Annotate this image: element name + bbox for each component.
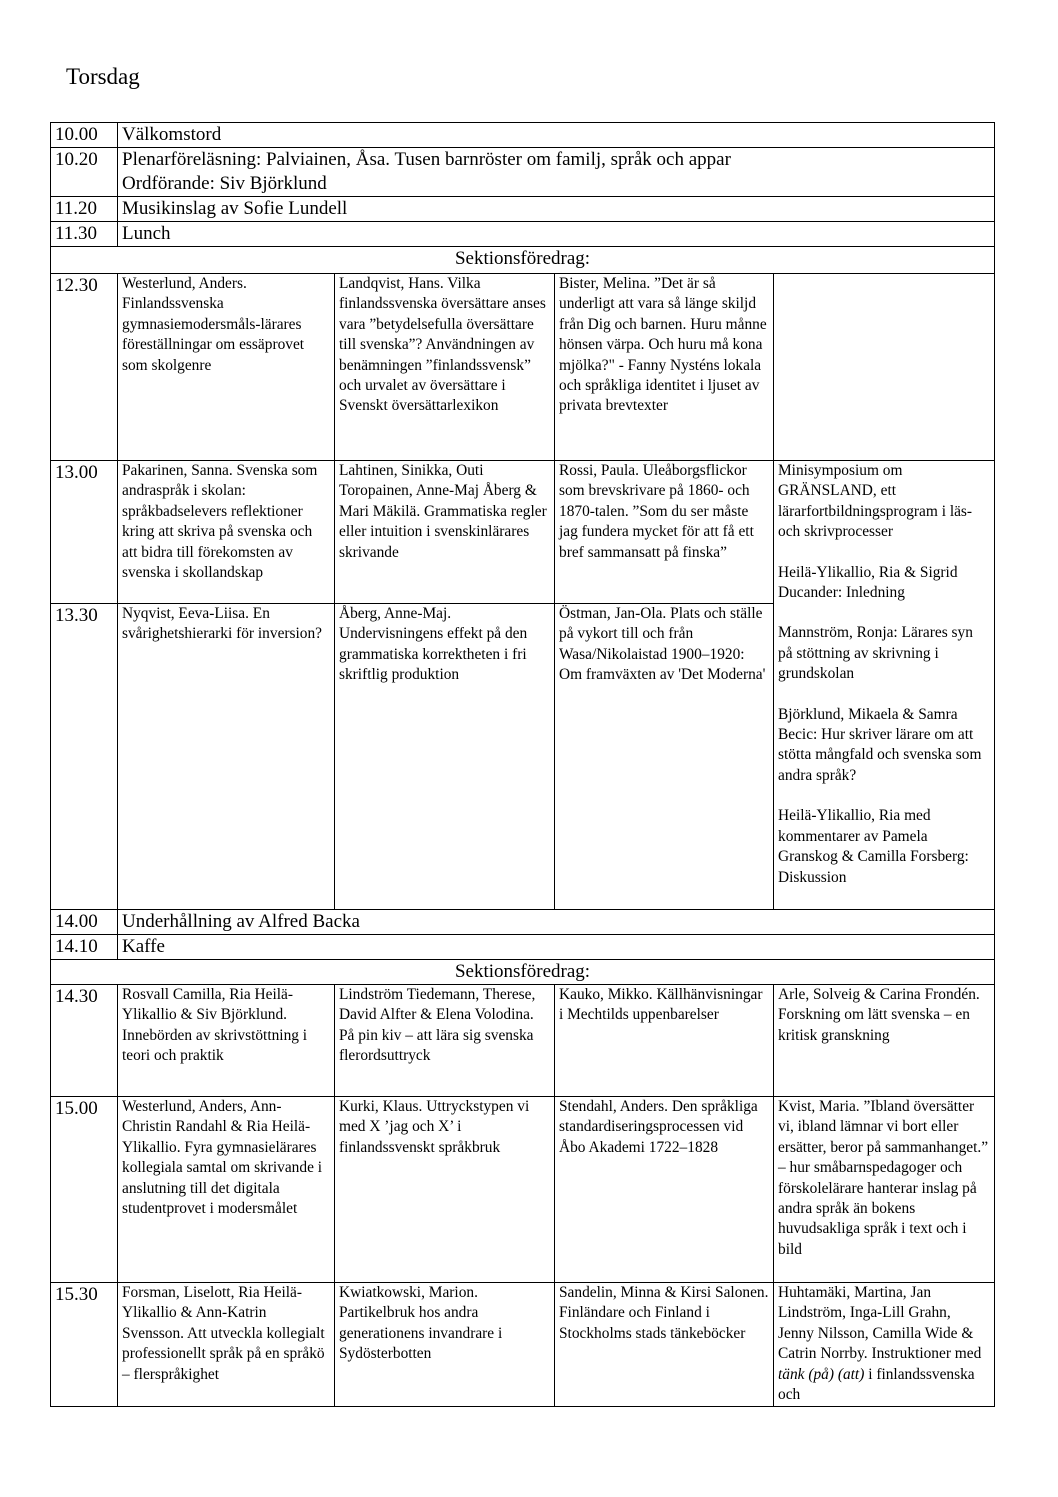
table-row	[51, 935, 995, 960]
mini-title: Minisymposium om GRÄNSLAND, ett lärarfortbildningsprogram i läs- och skrivprocesser	[778, 462, 973, 541]
talk-text: i finlandssvenska och	[778, 1365, 975, 1404]
time-cell: 11.30	[51, 222, 118, 247]
talk-cell: Östman, Jan-Ola. Plats och ställe på vykort till och från Wasa/Nikolaistad 1900–1920: Om framväxten av 'Det Moderna'	[555, 604, 774, 910]
session-title: Lunch	[118, 222, 995, 247]
talk-text-italic: tänk (på) (att)	[778, 1365, 865, 1383]
table-row	[51, 985, 995, 1097]
chair-line: Ordförande: Siv Björklund	[122, 173, 327, 194]
mini-item: Björklund, Mikaela & Samra Becic: Hur skriver lärare om att stötta mångfald och svenska som andra språk?	[778, 705, 982, 784]
session-title: Underhållning av Alfred Backa	[118, 910, 995, 935]
schedule-table	[50, 122, 995, 1407]
time-cell: 10.20	[51, 148, 118, 197]
time-cell: 14.10	[51, 935, 118, 960]
time-cell: 10.00	[51, 123, 118, 148]
plenary-title: Plenarföreläsning: Palviainen, Åsa. Tusen barnröster om familj, språk och appar	[122, 149, 731, 170]
mini-item: Mannström, Ronja: Lärares syn på stöttning av skrivning i grundskolan	[778, 624, 973, 683]
time-cell: 15.30	[51, 1283, 118, 1407]
time-cell: 13.00	[51, 461, 118, 604]
mini-item: Heilä-Ylikallio, Ria med kommentarer av Pamela Granskog & Camilla Forsberg: Diskussion	[778, 807, 969, 886]
talk-cell: Kvist, Maria. ”Ibland översätter vi, ibland lämnar vi bort eller ersätter, beror på sammanhanget.” – hur småbarnspedagoger och förskolelärare hanterar inslag på andra språk än bokens huvudsakliga språk i text och i bild	[774, 1097, 995, 1283]
minisymposium-cell	[774, 461, 995, 910]
talk-cell: Pakarinen, Sanna. Svenska som andraspråk i skolan: språkbadselevers reflektioner kring att skriva på svenska och att bidra till förekomsten av svenska i skollandskap	[118, 461, 335, 604]
table-row	[51, 148, 995, 197]
time-cell: 14.00	[51, 910, 118, 935]
table-row	[51, 123, 995, 148]
time-cell: 11.20	[51, 197, 118, 222]
section-header: Sektionsföredrag:	[51, 960, 995, 985]
time-cell: 12.30	[51, 274, 118, 461]
talk-cell	[774, 1283, 995, 1407]
plenary-cell	[118, 148, 995, 197]
talk-cell: Kauko, Mikko. Källhänvisningar i Mechtilds uppenbarelser	[555, 985, 774, 1097]
talk-cell: Kwiatkowski, Marion. Partikelbruk hos andra generationens invandrare i Sydösterbotten	[335, 1283, 555, 1407]
talk-cell: Westerlund, Anders, Ann-Christin Randahl & Ria Heilä-Ylikallio. Fyra gymnasielärares kollegiala samtal om skrivande i anslutning till det digitala studentprovet i modersmålet	[118, 1097, 335, 1283]
table-row	[51, 960, 995, 985]
empty-cell	[774, 274, 995, 461]
talk-cell: Nyqvist, Eeva-Liisa. En svårighetshierarki för inversion?	[118, 604, 335, 910]
session-title: Kaffe	[118, 935, 995, 960]
session-title: Välkomstord	[118, 123, 995, 148]
talk-cell: Rossi, Paula. Uleåborgsflickor som brevskrivare på 1860- och 1870-talen. ”Som du ser måste jag fundera mycket för att få ett bref sammansatt på finska”	[555, 461, 774, 604]
talk-cell: Sandelin, Minna & Kirsi Salonen. Finländare och Finland i Stockholms stads tänkeböcker	[555, 1283, 774, 1407]
talk-cell: Åberg, Anne-Maj. Undervisningens effekt på den grammatiska korrektheten i fri skriftlig produktion	[335, 604, 555, 910]
section-header: Sektionsföredrag:	[51, 247, 995, 274]
talk-cell: Lahtinen, Sinikka, Outi Toropainen, Anne-Maj Åberg & Mari Mäkilä. Grammatiska regler eller intuition i svenskinlärares skrivande	[335, 461, 555, 604]
time-cell: 14.30	[51, 985, 118, 1097]
day-heading: Torsdag	[66, 64, 140, 89]
time-cell: 13.30	[51, 604, 118, 910]
talk-cell: Landqvist, Hans. Vilka finlandssvenska översättare anses vara ”betydelsefulla översättare till svenska”? Användningen av benämningen ”finlandssvensk” och urvalet av översättare i Svenskt översättarlexikon	[335, 274, 555, 461]
table-row	[51, 274, 995, 461]
talk-cell: Forsman, Liselott, Ria Heilä-Ylikallio & Ann-Katrin Svensson. Att utveckla kollegialt professionellt språk på en språkö – flerspråkighet	[118, 1283, 335, 1407]
talk-cell: Arle, Solveig & Carina Frondén. Forskning om lätt svenska – en kritisk granskning	[774, 985, 995, 1097]
table-row	[51, 461, 995, 604]
table-row	[51, 247, 995, 274]
mini-item: Heilä-Ylikallio, Ria & Sigrid Ducander: Inledning	[778, 563, 958, 602]
talk-cell: Stendahl, Anders. Den språkliga standardiseringsprocessen vid Åbo Akademi 1722–1828	[555, 1097, 774, 1283]
talk-cell: Lindström Tiedemann, Therese, David Alfter & Elena Volodina. På pin kiv – att lära sig svenska flerordsuttryck	[335, 985, 555, 1097]
table-row	[51, 1283, 995, 1407]
table-row	[51, 910, 995, 935]
session-title: Musikinslag av Sofie Lundell	[118, 197, 995, 222]
talk-cell: Bister, Melina. ”Det är så underligt att vara så länge skiljd från Dig och barnen. Huru månne hönsen värpa. Och huru må kona mjölka?" - Fanny Nysténs lokala och språkliga identitet i ljuset av privata brevtexter	[555, 274, 774, 461]
table-row	[51, 1097, 995, 1283]
talk-cell: Rosvall Camilla, Ria Heilä-Ylikallio & Siv Björklund. Innebörden av skrivstöttning i teori och praktik	[118, 985, 335, 1097]
talk-text: Huhtamäki, Martina, Jan Lindström, Inga-Lill Grahn, Jenny Nilsson, Camilla Wide & Catrin Norrby. Instruktioner med	[778, 1284, 982, 1363]
table-row	[51, 222, 995, 247]
table-row	[51, 197, 995, 222]
talk-cell: Westerlund, Anders. Finlandssvenska gymnasiemodersmåls-lärares föreställningar om essäprovet som skolgenre	[118, 274, 335, 461]
time-cell: 15.00	[51, 1097, 118, 1283]
talk-cell: Kurki, Klaus. Uttryckstypen vi med X ’jag och X’ i finlandssvenskt språkbruk	[335, 1097, 555, 1283]
